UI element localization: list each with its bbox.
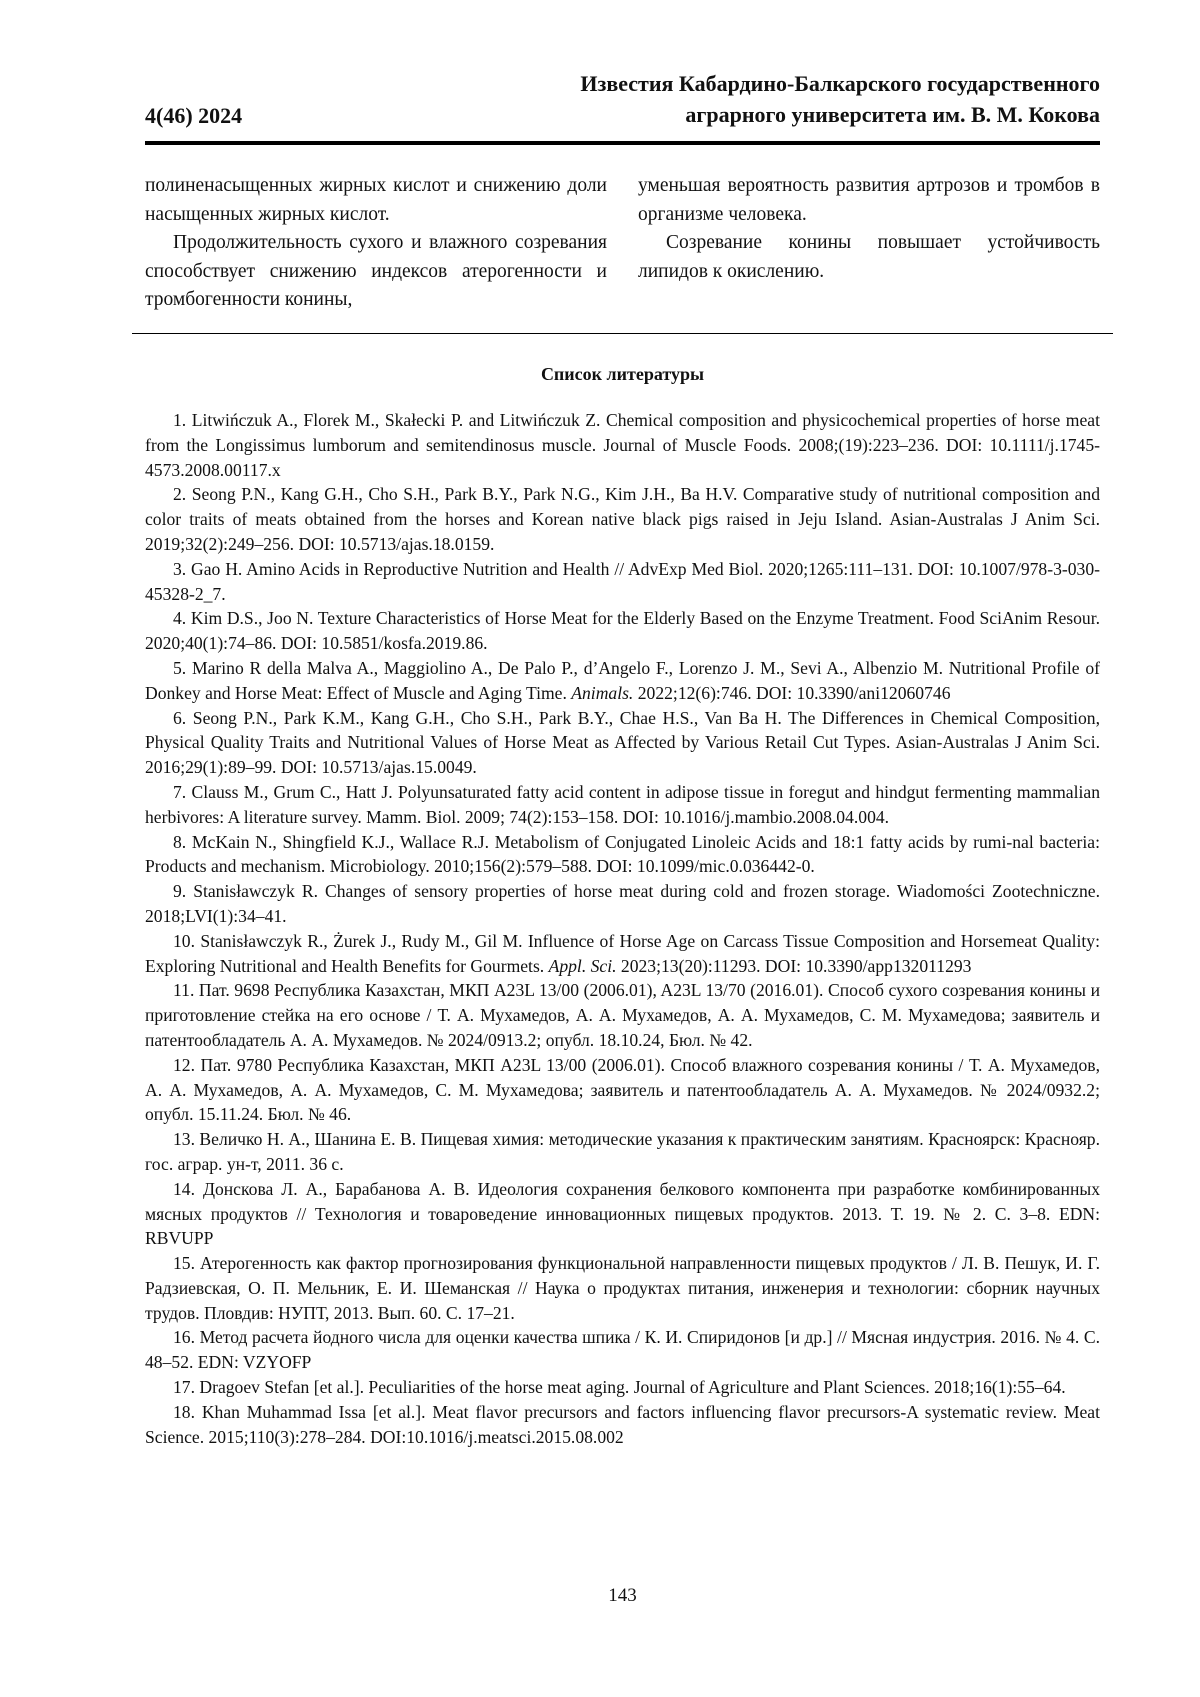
reference-journal-italic: Appl. Sci. — [548, 955, 617, 976]
reference-item — [145, 656, 1100, 706]
right-paragraph-2: Созревание конины повышает устойчивость липидов к окислению. — [638, 232, 1100, 282]
left-column — [145, 172, 607, 315]
left-paragraph-1: полиненасыщенных жирных кислот и снижению доли насыщенных жирных кислот. — [145, 175, 607, 225]
left-paragraph-2: Продолжительность сухого и влажного созревания способствует снижению индексов атерогенности и тромбогенности конины, — [145, 232, 607, 310]
reference-text: 5. Marino R della Malva A., Maggiolino A., De Palo P., d’Angelo F., Lorenzo J. M., Sevi A., Albenzio M. Nutritional Profile of Donkey and Horse Meat: Effect of Muscle and Aging Time. — [145, 657, 1100, 703]
references-list — [145, 408, 1100, 1449]
reference-item: 2. Seong P.N., Kang G.H., Cho S.H., Park B.Y., Park N.G., Kim J.H., Ba H.V. Comparative study of nutritional composition and color traits of meats obtained from the horses and Korean native black pigs raised in Jeju Island. Asian-Australas J Anim Sci. 2019;32(2):249–256. DOI: 10.5713/ajas.18.0159. — [145, 484, 1100, 554]
reference-item: 13. Величко Н. А., Шанина Е. В. Пищевая химия: методические указания к практическим занятиям. Красноярск: Краснояр. гос. аграр. ун-т, 2011. 36 с. — [145, 1129, 1100, 1174]
header-rule — [145, 141, 1100, 145]
references-title: Список литературы — [540, 364, 705, 384]
reference-journal-italic: Animals. — [571, 682, 634, 703]
reference-item: 4. Kim D.S., Joo N. Texture Characteristics of Horse Meat for the Elderly Based on the Enzyme Treatment. Food SciAnim Resour. 2020;40(1):74–86. DOI: 10.5851/kosfa.2019.86. — [145, 608, 1100, 654]
reference-item: 18. Khan Muhammad Issa [et al.]. Meat flavor precursors and factors influencing flavor precursors-A systematic review. Meat Science. 2015;110(3):278–284. DOI:10.1016/j.meatsci.2015.08.002 — [145, 1401, 1100, 1447]
reference-item: 9. Stanisławczyk R. Changes of sensory properties of horse meat during cold and frozen storage. Wiadomości Zootechniczne. 2018;LVI(1):34–41. — [145, 881, 1100, 926]
journal-title — [580, 68, 1100, 130]
running-header — [145, 68, 1100, 140]
reference-item: 14. Донскова Л. А., Барабанова А. В. Идеология сохранения белкового компонента при разработке комбинированных мясных продуктов // Технология и товароведение инновационных пищевых продуктов. 2013. Т. 19. № 2. С. 3–8. EDN: RBVUPP — [145, 1178, 1100, 1249]
reference-item: 17. Dragoev Stefan [et al.]. Peculiarities of the horse meat aging. Journal of Agriculture and Plant Sciences. 2018;16(1):55–64. — [173, 1377, 1066, 1398]
reference-item: 12. Пат. 9780 Республика Казахстан, МКП A23L 13/00 (2006.01). Способ влажного созревания конины / Т. А. Мухамедов, А. А. Мухамедов, А. А. Мухамедов, С. М. Мухамедова; заявитель и патентообладатель А. А. Мухамедов. № 2024/0932.2; опубл. 15.11.24. Бюл. № 46. — [145, 1054, 1100, 1125]
reference-item: 7. Clauss M., Grum C., Hatt J. Polyunsaturated fatty acid content in adipose tissue in foregut and hindgut fermenting mammalian herbivores: A literature survey. Mamm. Biol. 2009; 74(2):153–158. DOI: 10.1016/j.mambio.2008.04.004. — [145, 781, 1100, 827]
section-divider — [132, 333, 1113, 334]
reference-text: 10. Stanisławczyk R., Żurek J., Rudy M., Gil M. Influence of Horse Age on Carcass Tissue Composition and Horsemeat Quality: Exploring Nutritional and Health Benefits for Gourmets. — [145, 930, 1100, 976]
journal-title-line1: Известия Кабардино-Балкарского государственного — [580, 71, 1100, 96]
reference-item: 16. Метод расчета йодного числа для оценки качества шпика / К. И. Спиридонов [и др.] // Мясная индустрия. 2016. № 4. С. 48–52. EDN: VZYOFP — [145, 1327, 1100, 1373]
page-number: 143 — [608, 1585, 637, 1606]
reference-item: 1. Litwińczuk A., Florek M., Skałecki P. and Litwińczuk Z. Chemical composition and physicochemical properties of horse meat from the Longissimus lumborum and semitendinosus muscle. Journal of Muscle Foods. 2008;(19):223–236. DOI: 10.1111/j.1745-4573.2008.00117.x — [145, 410, 1100, 480]
reference-item: 6. Seong P.N., Park K.M., Kang G.H., Cho S.H., Park B.Y., Chae H.S., Van Ba H. The Differences in Chemical Composition, Physical Quality Traits and Nutritional Values of Horse Meat as Affected by Various Retail Cut Types. Asian-Australas J Anim Sci. 2016;29(1):89–99. DOI: 10.5713/ajas.15.0049. — [145, 707, 1100, 778]
body-columns — [145, 172, 1100, 322]
reference-item: 15. Атерогенность как фактор прогнозирования функциональной направленности пищевых продуктов / Л. В. Пешук, И. Г. Радзиевская, О. П. Мельник, Е. И. Шеманская // Наука о продуктах питания, инженерия и технологии: сборник научных трудов. Пловдив: НУПТ, 2013. Вып. 60. С. 17–21. — [145, 1253, 1100, 1323]
issue-number: 4(46) 2024 — [145, 103, 243, 128]
reference-text: 2022;12(6):746. DOI: 10.3390/ani12060746 — [633, 682, 951, 703]
reference-item — [145, 929, 1100, 979]
reference-item: 11. Пат. 9698 Республика Казахстан, МКП A23L 13/00 (2006.01), A23L 13/70 (2016.01). Способ сухого созревания конины и приготовление стейка на его основе / Т. А. Мухамедов, А. А. Мухамедов, А. А. Мухамедов, С. М. Мухамедова; заявитель и патентообладатель А. А. Мухамедов. № 2024/0913.2; опубл. 18.10.24, Бюл. № 42. — [145, 980, 1100, 1050]
right-column — [638, 172, 1100, 286]
reference-item: 8. McKain N., Shingfield K.J., Wallace R.J. Metabolism of Conjugated Linoleic Acids and 18:1 fatty acids by rumi-nal bacteria: Products and mechanism. Microbiology. 2010;156(2):579–588. DOI: 10.1099/mic.0.036442-0. — [145, 831, 1100, 877]
right-paragraph-1: уменьшая вероятность развития артрозов и тромбов в организме человека. — [638, 175, 1100, 225]
reference-item: 3. Gao H. Amino Acids in Reproductive Nutrition and Health // AdvExp Med Biol. 2020;1265:111–131. DOI: 10.1007/978-3-030-45328-2_7. — [145, 558, 1100, 604]
journal-title-line2: аграрного университета им. В. М. Кокова — [685, 102, 1100, 127]
reference-text: 2023;13(20):11293. DOI: 10.3390/app132011293 — [616, 955, 972, 976]
